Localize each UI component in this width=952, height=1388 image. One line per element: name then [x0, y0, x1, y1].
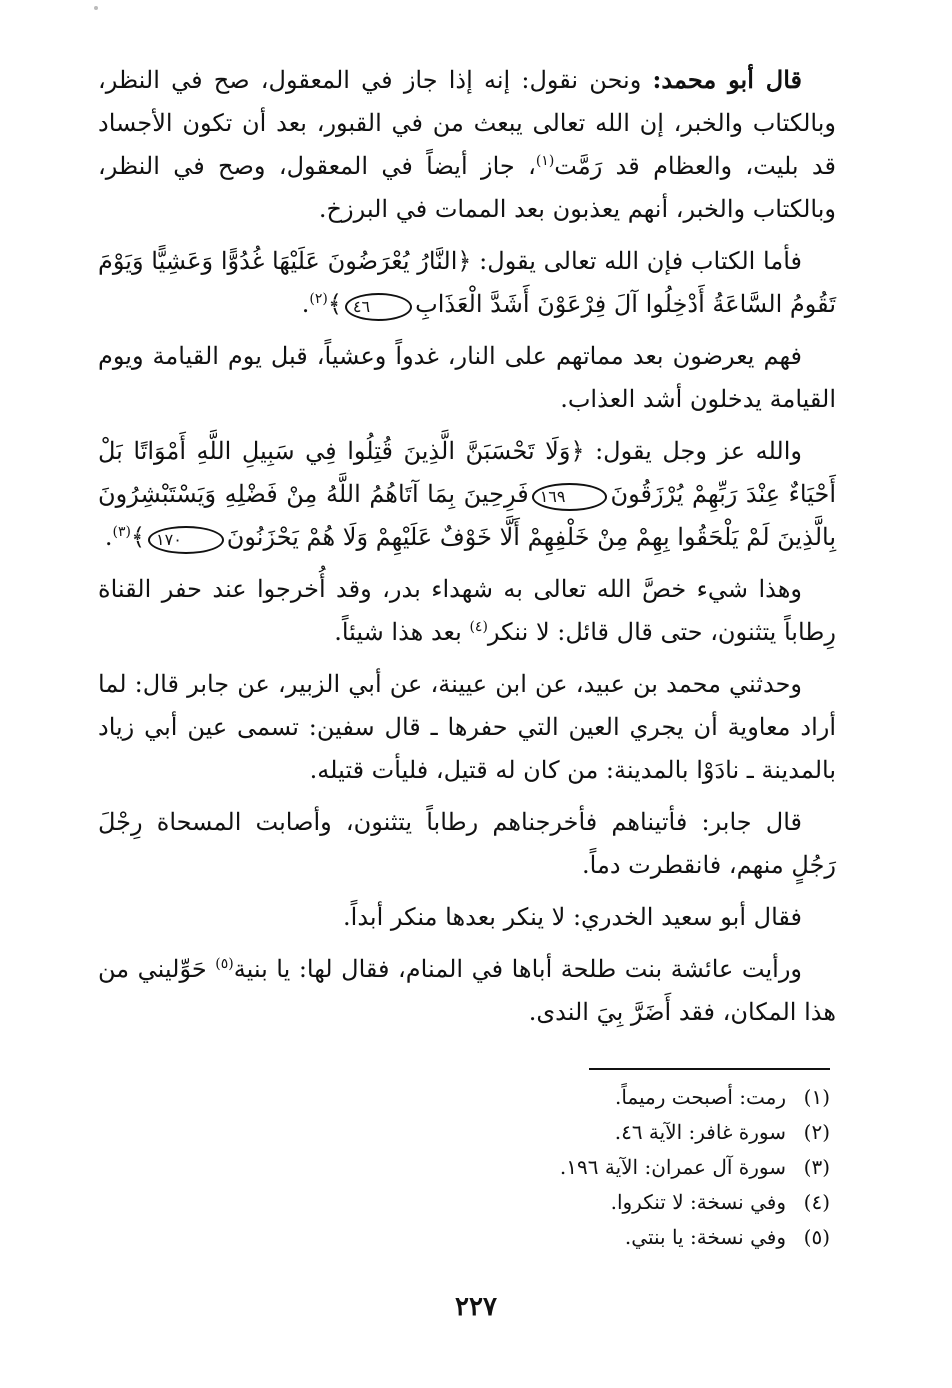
quran-bracket: ﴾ — [327, 290, 342, 318]
quran-verse: فَرِحِينَ بِمَا آتَاهُمُ اللَّهُ مِنْ فَضْلِهِ وَيَسْتَبْشِرُونَ بِالَّذِينَ لَمْ يَلْحَقُوا بِهِمْ مِنْ خَلْفِهِمْ أَلَّا خَوْفٌ عَلَيْهِمْ وَلَا هُمْ يَحْزَنُونَ — [98, 480, 836, 551]
footnote-number: (٥) — [803, 1225, 830, 1249]
paragraph-8 — [98, 896, 836, 939]
footnote-item — [420, 1080, 830, 1115]
paragraph-text: . — [301, 290, 310, 318]
page-number: ٢٢٧ — [455, 1292, 497, 1322]
footnote-item — [420, 1185, 830, 1220]
paragraph-text: وهذا شيء خصَّ الله تعالى به شهداء بدر، وقد أُخرجوا عند حفر القناة رِطاباً يتثنون، حتى قال قائل: لا ننكر — [98, 575, 836, 646]
footnote-number: (٤) — [803, 1190, 830, 1214]
footnote-text: سورة آل عمران: الآية ١٩٦. — [559, 1155, 786, 1179]
paragraph-text: فأما الكتاب فإن الله تعالى يقول: — [471, 247, 802, 275]
paragraph-7 — [98, 801, 836, 887]
paragraph-5 — [98, 568, 836, 654]
footnote-text: سورة غافر: الآية ٤٦. — [614, 1120, 786, 1144]
ayah-number-marker: ١٧٠ — [148, 526, 224, 554]
paragraph-text: والله عز وجل يقول: — [584, 437, 802, 465]
scan-speck — [94, 6, 98, 10]
paragraph-text: قال جابر: فأتيناهم فأخرجناهم رطاباً يتثنون، وأصابت المسحاة رِجْلَ رَجُلٍ منهم، فانقطرت دماً. — [98, 808, 836, 879]
footnote-number: (٣) — [803, 1155, 830, 1179]
footnote-item — [420, 1150, 830, 1185]
ayah-number-marker: ١٦٩ — [532, 483, 608, 511]
paragraph-text: ونحن نقول: إنه إذا جاز في المعقول، صح في النظر، وبالكتاب والخبر، إن الله تعالى يبعث من في القبور، بعد أن تكون الأجساد قد بليت، والعظام قد رَمَّت — [98, 66, 837, 180]
paragraph-1 — [98, 58, 836, 231]
footnote-ref: (٣) — [112, 524, 131, 540]
paragraph-text: بعد هذا شيئاً. — [334, 618, 470, 646]
footnote-ref: (٢) — [309, 291, 328, 307]
footnote-text: رمت: أصبحت رميماً. — [614, 1085, 786, 1109]
footnote-separator — [589, 1068, 830, 1070]
footnote-ref: (١) — [535, 153, 555, 169]
quran-verse: ﴿وَلَا تَحْسَبَنَّ الَّذِينَ قُتِلُوا فِي سَبِيلِ اللَّهِ أَمْوَاتًا بَلْ أَحْيَاءٌ عِنْدَ رَبِّهِمْ يُرْزَقُونَ — [98, 437, 836, 508]
paragraph-text: فقال أبو سعيد الخدري: لا ينكر بعدها منكر أبداً. — [343, 903, 802, 931]
paragraph-text: حَوِّليني من هذا المكان، فقد أَضَرَّ بِيَ الندى. — [98, 955, 836, 1026]
quran-bracket: ﴾ — [130, 523, 145, 551]
paragraph-4 — [98, 430, 836, 559]
footnote-ref: (٤) — [469, 619, 488, 635]
paragraph-3 — [98, 335, 836, 421]
paragraph-text: فهم يعرضون بعد مماتهم على النار، غدواً وعشياً، قبل يوم القيامة ويوم القيامة يدخلون أشد العذاب. — [98, 342, 836, 413]
footnote-number: (١) — [803, 1085, 830, 1109]
footnote-item — [420, 1220, 830, 1255]
footnote-text: وفي نسخة: لا تنكروا. — [610, 1190, 786, 1214]
speaker-label: قال أبو محمد: — [652, 65, 803, 94]
paragraph-9 — [98, 948, 836, 1034]
quran-verse: ﴿النَّارُ يُعْرَضُونَ عَلَيْهَا غُدُوًّا وَعَشِيًّا وَيَوْمَ تَقُومُ السَّاعَةُ أَدْخِلُوا آلَ فِرْعَوْنَ أَشَدَّ الْعَذَابِ — [98, 247, 836, 318]
paragraph-6 — [98, 663, 836, 792]
ayah-number-marker: ٤٦ — [345, 293, 412, 321]
paragraph-2 — [98, 240, 836, 326]
footnotes — [420, 1080, 830, 1255]
footnote-ref: (٥) — [215, 956, 234, 972]
paragraph-text: وحدثني محمد بن عبيد، عن ابن عيينة، عن أبي الزبير، عن جابر قال: لما أراد معاوية أن يجري العين التي حفرها ـ قال سفين: تسمى عين أبي زياد بالمدينة ـ نادَوْا بالمدينة: من كان له قتيل، فليأت قتيله. — [98, 670, 836, 784]
footnote-item — [420, 1115, 830, 1150]
paragraph-text: ورأيت عائشة بنت طلحة أباها في المنام، فقال لها: يا بنية — [233, 955, 802, 983]
footnote-number: (٢) — [803, 1120, 830, 1144]
paragraph-text: ، جاز أيضاً في المعقول، وصح في النظر، وبالكتاب والخبر، أنهم يعذبون بعد الممات في البرزخ. — [98, 152, 836, 223]
footnote-text: وفي نسخة: يا بنتي. — [624, 1225, 786, 1249]
main-text — [98, 58, 836, 1043]
paragraph-text: . — [104, 523, 113, 551]
